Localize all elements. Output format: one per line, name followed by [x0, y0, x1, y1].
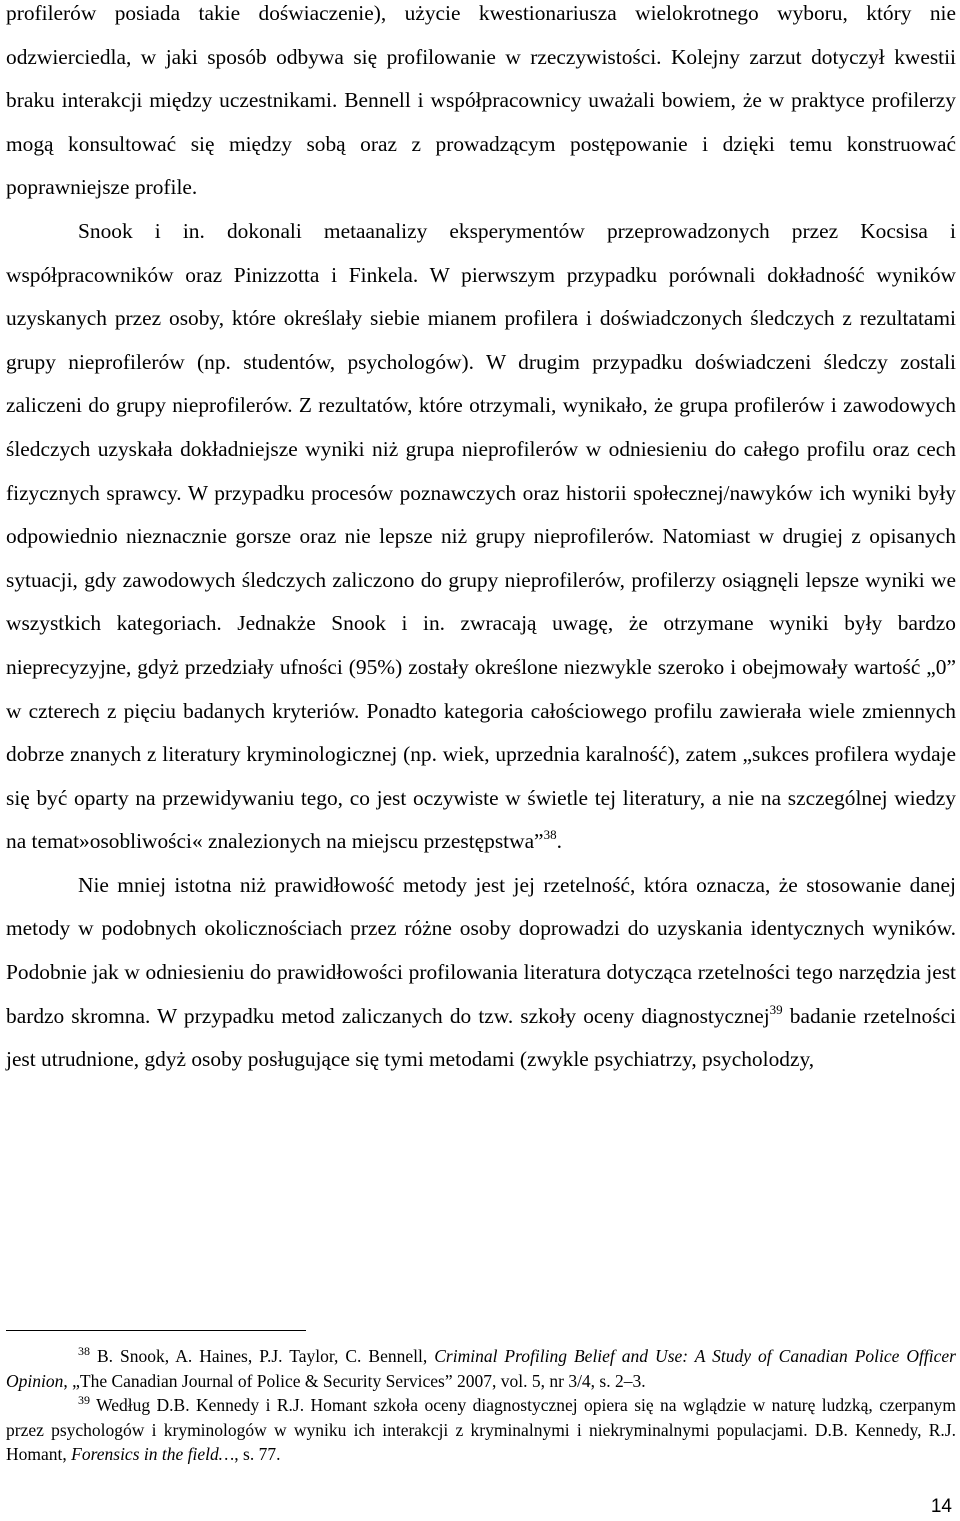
footnote-39: [6, 1393, 956, 1467]
footnote-39-tail: , s. 77.: [234, 1444, 281, 1464]
paragraph-1: [6, 0, 956, 210]
document-page: [6, 0, 956, 1082]
footnote-ref-38[interactable]: 38: [543, 827, 557, 843]
footnote-ref-39[interactable]: 39: [769, 1001, 783, 1017]
footnotes: [6, 1344, 956, 1467]
paragraph-3: [6, 864, 956, 1082]
footnote-38-title: Criminal Profiling Belief and Use: A Study of Canadian Police Officer Opinion: [6, 1346, 956, 1391]
footnote-39-title: Forensics in the field…: [71, 1444, 235, 1464]
paragraph-2-end: .: [556, 829, 562, 854]
footnote-38-tail: , „The Canadian Journal of Police & Security Services” 2007, vol. 5, nr 3/4, s. 2–3.: [63, 1370, 646, 1391]
footnote-38-lead: B. Snook, A. Haines, P.J. Taylor, C. Bennell,: [90, 1346, 435, 1366]
paragraph-2: [6, 210, 956, 864]
page-number: 14: [930, 1496, 952, 1517]
paragraph-3-text-b: badanie rzetelności jest utrudnione, gdyż osoby posługujące się tymi metodami (zwykle psychiatrzy, psycholodzy,: [6, 1003, 957, 1072]
paragraph-2-text: Snook i in. dokonali metaanalizy eksperymentów przeprowadzonych przez Kocsisa i współpracowników oraz Pinizzotta i Finkela. W pierwszym przypadku porównali dokładność wyników uzyskanych przez osoby, które określały siebie mianem profilera i doświadczonych śledczych z rezultatami grupy nieprofilerów (np. studentów, psychologów). W drugim przypadku doświadczeni śledczy zostali zaliczeni do grupy nieprofilerów. Z rezultatów, które otrzymali, wynikało, że grupa profilerów i zawodowych śledczych uzyskała dokładniejsze wyniki niż grupa nieprofilerów w odniesieniu do całego profilu oraz cech fizycznych sprawcy. W przypadku procesów poznawczych oraz historii społecznej/nawyków ich wyniki były odpowiednio nieznacznie gorsze oraz nie lepsze niż grupy nieprofilerów. Natomiast w drugiej z opisanych sytuacji, gdy zawodowych śledczych zaliczono do grupy nieprofilerów, profilerzy osiągnęli lepsze wyniki we wszystkich kategoriach. Jednakże Snook i in. zwracają uwagę, że otrzymane wyniki były bardzo nieprecyzyjne, gdyż przedziały ufności (95%) zostały określone niezwykle szeroko i obejmowały wartość „0” w czterech z pięciu badanych kryteriów. Ponadto kategoria całościowego profilu zawierała wiele zmiennych dobrze znanych z literatury kryminologicznej (np. wiek, uprzednia karalność), zatem „sukces profilera wydaje się być oparty na przewidywaniu tego, co jest oczywiste w świetle tej literatury, a nie na szczególnej wiedzy na temat»osobliwości« znalezionych na miejscu przestępstwa”: [6, 218, 956, 854]
paragraph-1-text: profilerów posiada takie doświaczenie), użycie kwestionariusza wielokrotnego wyboru, który nie odzwierciedla, w jaki sposób odbywa się profilowanie w rzeczywistości. Kolejny zarzut dotyczył kwestii braku interakcji między uczestnikami. Bennell i współpracownicy uważali bowiem, że w praktyce profilerzy mogą konsultować się między sobą oraz z prowadzącym postępowanie i dzięki temu konstruować poprawniejsze profile.: [6, 1, 956, 200]
paragraph-3-text-a: Nie mniej istotna niż prawidłowość metody jest jej rzetelność, która oznacza, że stosowanie danej metody w podobnych okolicznościach przez różne osoby doprowadzi do uzyskania identycznych wyników. Podobnie jak w odniesieniu do prawidłowości profilowania literatura dotycząca rzetelności tego narzędzia jest bardzo skromna. W przypadku metod zaliczanych do tzw. szkoły oceny diagnostycznej: [6, 872, 956, 1028]
footnote-38-marker: 38: [78, 1344, 90, 1358]
footnote-separator: [6, 1330, 306, 1331]
footnote-39-marker: 39: [78, 1393, 90, 1407]
footnote-38: [6, 1344, 956, 1393]
footnote-39-lead: Według D.B. Kennedy i R.J. Homant szkoła oceny diagnostycznej opiera się na wglądzie w naturę ludzką, czerpanym przez psychologów i kryminologów w wyniku ich interakcji z kryminalnymi i niekryminalnymi populacjami. D.B. Kennedy, R.J. Homant,: [6, 1395, 956, 1464]
